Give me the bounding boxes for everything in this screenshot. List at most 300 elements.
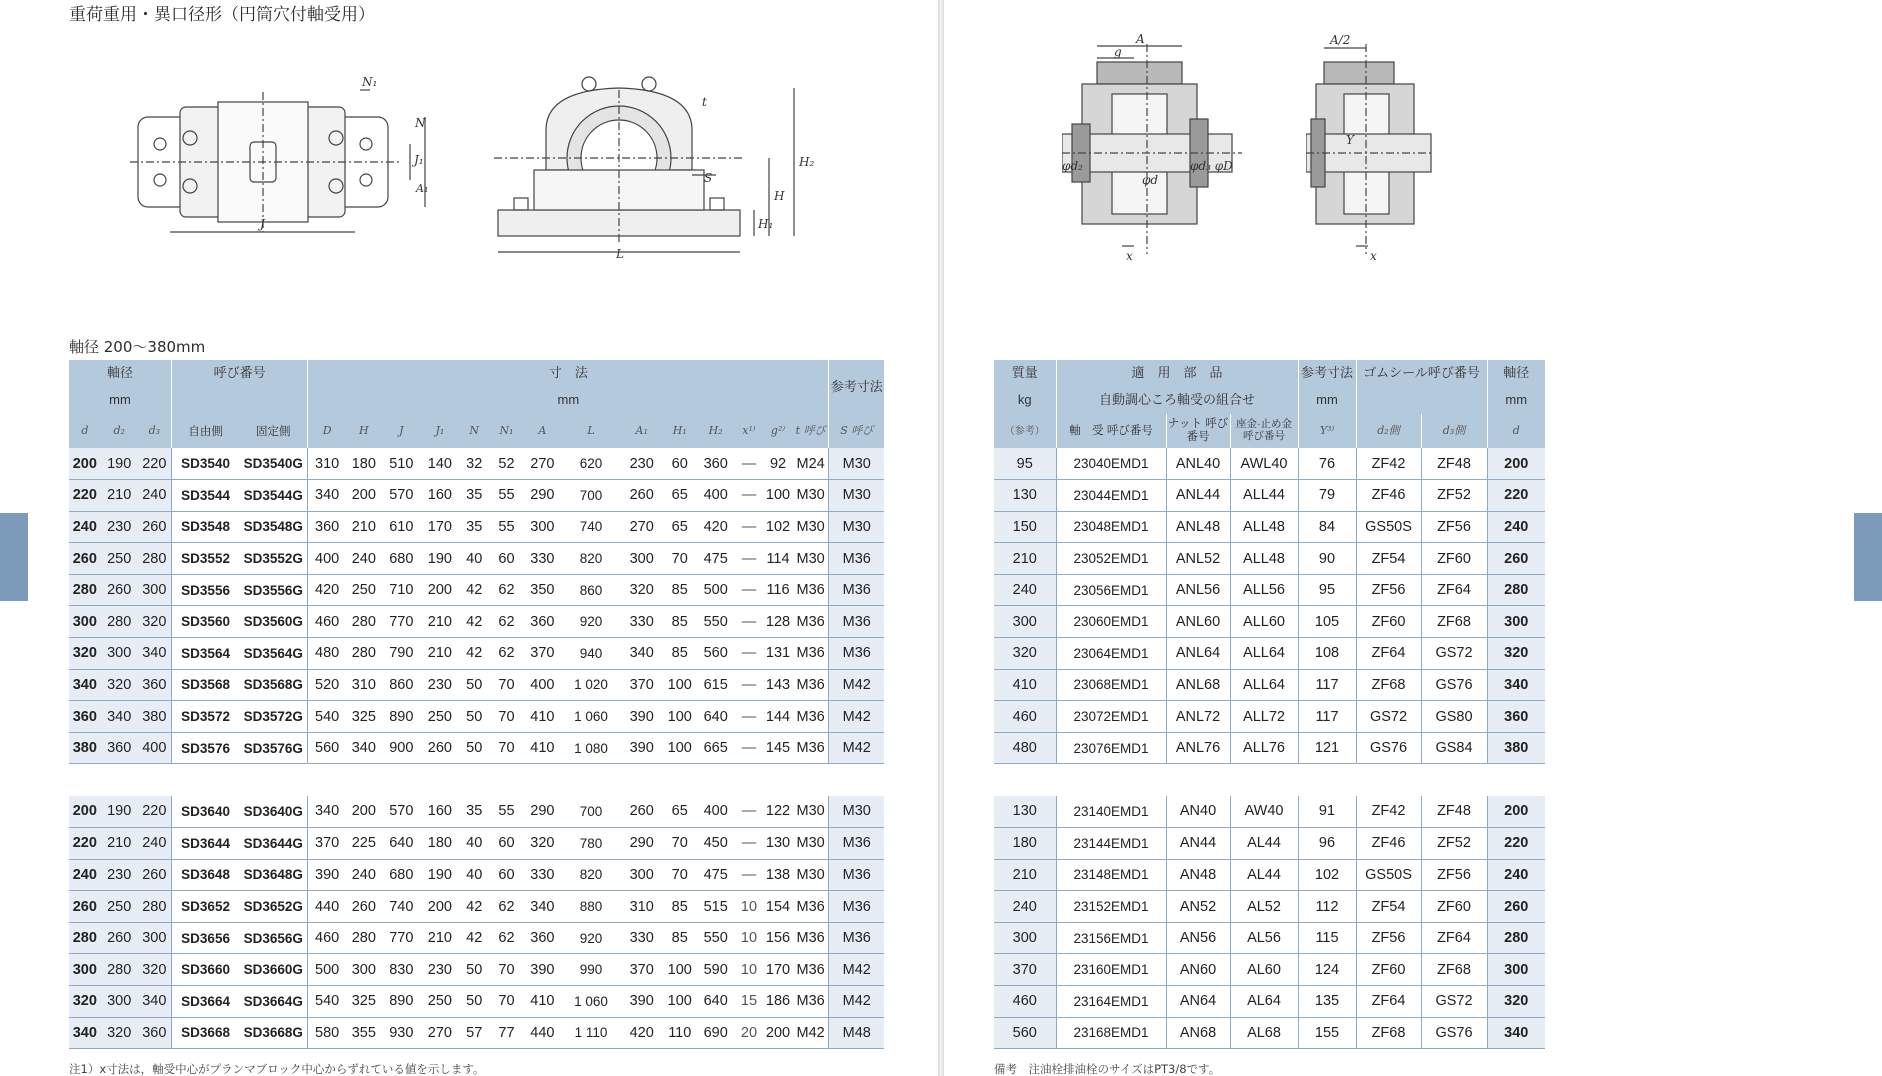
left-sub-header-14: H₁ <box>663 414 697 448</box>
table-cell: 1 020 <box>561 669 620 701</box>
table-cell: 390 <box>621 986 663 1018</box>
table-cell: M42 <box>829 669 884 701</box>
table-cell: 390 <box>621 701 663 733</box>
table-cell: ZF68 <box>1356 669 1421 701</box>
table-cell: 62 <box>490 638 524 670</box>
table-cell: 360 <box>138 669 172 701</box>
table-cell: 190 <box>101 796 138 828</box>
table-cell: 380 <box>1487 732 1545 764</box>
table-cell: 32 <box>459 448 490 480</box>
table-cell: — <box>735 574 764 606</box>
table-cell: ZF60 <box>1421 543 1487 575</box>
table-cell: 70 <box>663 543 697 575</box>
svg-text:t: t <box>702 95 707 109</box>
table-cell: M48 <box>829 1017 884 1049</box>
table-row <box>69 701 884 733</box>
table-cell: GS72 <box>1421 986 1487 1018</box>
table-cell: 270 <box>421 1017 459 1049</box>
table-cell: 210 <box>994 859 1056 891</box>
table-cell: AN52 <box>1166 891 1230 923</box>
table-cell: 320 <box>138 954 172 986</box>
table-cell: 60 <box>490 828 524 860</box>
table-row <box>994 606 1545 638</box>
table-cell: — <box>735 701 764 733</box>
left-sub-header-4: 固定側 <box>239 414 308 448</box>
group-gap <box>994 764 1545 796</box>
table-cell: AWL40 <box>1230 448 1298 480</box>
table-cell: 580 <box>308 1017 346 1049</box>
table-cell: 65 <box>663 480 697 512</box>
header-mass: 質量 <box>994 360 1056 387</box>
table-cell: 50 <box>459 701 490 733</box>
header-mass-unit: kg <box>994 387 1056 414</box>
svg-text:A: A <box>1136 34 1145 46</box>
table-cell: M36 <box>793 574 829 606</box>
table-cell: 830 <box>382 954 421 986</box>
table-row <box>994 480 1545 512</box>
table-cell: 440 <box>308 891 346 923</box>
table-cell: 370 <box>621 669 663 701</box>
table-cell: 300 <box>138 574 172 606</box>
table-cell: 260 <box>346 891 382 923</box>
table-cell: 105 <box>1298 606 1356 638</box>
table-cell: SD3556G <box>239 574 308 606</box>
table-cell: 550 <box>697 922 735 954</box>
header-washer-call: 座金·止め金 呼び番号 <box>1230 414 1298 448</box>
table-cell: ZF54 <box>1356 543 1421 575</box>
left-sub-header-0: d <box>69 414 101 448</box>
table-cell: 860 <box>561 574 620 606</box>
svg-text:g: g <box>1114 45 1122 59</box>
table-cell: 210 <box>101 480 138 512</box>
header-bearing-combo: 自動調心ころ軸受の組合せ <box>1056 387 1298 414</box>
table-cell: 320 <box>994 638 1056 670</box>
table-cell: 340 <box>346 732 382 764</box>
table-cell: ANL56 <box>1166 574 1230 606</box>
table-cell: 122 <box>763 796 793 828</box>
table-cell: 640 <box>697 986 735 1018</box>
table-cell: 920 <box>561 606 620 638</box>
table-cell: 920 <box>561 922 620 954</box>
table-cell: 790 <box>382 638 421 670</box>
table-cell: ZF60 <box>1356 954 1421 986</box>
table-cell: SD3576 <box>172 732 240 764</box>
table-cell: 360 <box>308 511 346 543</box>
table-cell: 23056EMD1 <box>1056 574 1166 606</box>
table-cell: 35 <box>459 480 490 512</box>
table-cell: 60 <box>663 448 697 480</box>
table-cell: 62 <box>490 922 524 954</box>
left-page <box>0 0 938 1076</box>
table-cell: 240 <box>1487 511 1545 543</box>
table-cell: M42 <box>793 1017 829 1049</box>
left-sub-header-3: 自由側 <box>172 414 240 448</box>
table-cell: 340 <box>621 638 663 670</box>
table-cell: AN64 <box>1166 986 1230 1018</box>
table-cell: 820 <box>561 859 620 891</box>
table-cell: 170 <box>421 511 459 543</box>
table-cell: 930 <box>382 1017 421 1049</box>
table-cell: 190 <box>421 859 459 891</box>
table-cell: GS72 <box>1421 638 1487 670</box>
table-cell: 900 <box>382 732 421 764</box>
table-cell: — <box>735 859 764 891</box>
table-cell: ZF60 <box>1356 606 1421 638</box>
table-cell: 210 <box>346 511 382 543</box>
table-cell: 380 <box>69 732 101 764</box>
table-cell: 280 <box>69 922 101 954</box>
table-cell: SD3548G <box>239 511 308 543</box>
table-row <box>69 669 884 701</box>
table-cell: 65 <box>663 511 697 543</box>
table-cell: 70 <box>663 859 697 891</box>
table-cell: M36 <box>793 891 829 923</box>
table-cell: 85 <box>663 891 697 923</box>
table-cell: AN48 <box>1166 859 1230 891</box>
table-cell: 50 <box>459 669 490 701</box>
table-cell: 860 <box>382 669 421 701</box>
table-cell: 220 <box>69 480 101 512</box>
table-cell: ZF56 <box>1421 859 1487 891</box>
header-bearing-call: 軸 受 呼び番号 <box>1056 414 1166 448</box>
table-cell: 280 <box>346 638 382 670</box>
table-cell: 300 <box>621 859 663 891</box>
table-cell: 340 <box>138 638 172 670</box>
table-cell: 380 <box>138 701 172 733</box>
table-cell: 560 <box>308 732 346 764</box>
table-cell: 320 <box>69 638 101 670</box>
table-cell: GS76 <box>1421 1017 1487 1049</box>
table-cell: ZF42 <box>1356 796 1421 828</box>
table-cell: 23044EMD1 <box>1056 480 1166 512</box>
table-cell: GS50S <box>1356 859 1421 891</box>
table-cell: M42 <box>829 732 884 764</box>
table-cell: 310 <box>621 891 663 923</box>
table-cell: 220 <box>69 828 101 860</box>
table-cell: GS76 <box>1356 732 1421 764</box>
table-cell: 23072EMD1 <box>1056 701 1166 733</box>
table-cell: 1 080 <box>561 732 620 764</box>
table-cell: 210 <box>421 638 459 670</box>
left-sub-header-19: S 呼び <box>829 414 884 448</box>
top-view-drawing <box>130 72 430 242</box>
table-cell: 500 <box>697 574 735 606</box>
table-row <box>994 922 1545 954</box>
table-cell: 200 <box>1487 448 1545 480</box>
table-cell: 570 <box>382 796 421 828</box>
table-cell: 390 <box>621 732 663 764</box>
table-cell: SD3568 <box>172 669 240 701</box>
table-cell: 250 <box>421 986 459 1018</box>
table-cell: 360 <box>697 448 735 480</box>
table-cell: 480 <box>308 638 346 670</box>
header-sub-row <box>69 414 884 448</box>
table-cell: 360 <box>523 606 561 638</box>
table-cell: 200 <box>69 448 101 480</box>
table-cell: 240 <box>994 891 1056 923</box>
table-cell: 100 <box>663 732 697 764</box>
table-cell: 220 <box>138 796 172 828</box>
table-cell: 310 <box>308 448 346 480</box>
table-cell: SD3660 <box>172 954 240 986</box>
svg-text:φd₃ φD: φd₃ φD <box>1190 159 1233 173</box>
left-sub-header-17: g²⁾ <box>763 414 793 448</box>
table-cell: 60 <box>490 859 524 891</box>
table-cell: 260 <box>69 543 101 575</box>
table-row <box>69 796 884 828</box>
table-row <box>994 574 1545 606</box>
table-cell: ALL64 <box>1230 669 1298 701</box>
table-cell: ANL60 <box>1166 606 1230 638</box>
header-reference: 参考寸法 <box>829 360 884 414</box>
table-cell: 260 <box>1487 891 1545 923</box>
table-cell: 615 <box>697 669 735 701</box>
table-cell: 250 <box>101 543 138 575</box>
table-cell: 340 <box>1487 1017 1545 1049</box>
table-cell: M36 <box>793 922 829 954</box>
table-cell: M36 <box>829 859 884 891</box>
table-cell: 10 <box>735 922 764 954</box>
table-cell: ZF46 <box>1356 480 1421 512</box>
table-cell: 460 <box>308 606 346 638</box>
table-cell: 62 <box>490 574 524 606</box>
table-cell: 560 <box>994 1017 1056 1049</box>
table-cell: 300 <box>69 954 101 986</box>
group-gap <box>69 764 884 796</box>
table-cell: 690 <box>697 1017 735 1049</box>
table-cell: 370 <box>621 954 663 986</box>
table-cell: 290 <box>621 828 663 860</box>
table-cell: 280 <box>346 606 382 638</box>
table-cell: 240 <box>1487 859 1545 891</box>
table-cell: ANL40 <box>1166 448 1230 480</box>
table-cell: ANL52 <box>1166 543 1230 575</box>
table-cell: 770 <box>382 922 421 954</box>
table-cell: 320 <box>1487 638 1545 670</box>
table-row <box>69 732 884 764</box>
table-cell: SD3552 <box>172 543 240 575</box>
table-row <box>994 954 1545 986</box>
table-cell: 190 <box>101 448 138 480</box>
table-cell: M36 <box>829 574 884 606</box>
svg-text:L: L <box>616 247 624 260</box>
table-cell: 240 <box>69 859 101 891</box>
table-cell: SD3564 <box>172 638 240 670</box>
table-cell: — <box>735 828 764 860</box>
table-cell: 570 <box>382 480 421 512</box>
table-cell: 640 <box>697 701 735 733</box>
left-sub-header-7: J <box>382 414 421 448</box>
table-cell: 300 <box>138 922 172 954</box>
header-seal: ゴムシール呼び番号 <box>1356 360 1487 387</box>
table-cell: ZF56 <box>1356 922 1421 954</box>
table-cell: 130 <box>994 796 1056 828</box>
table-cell: 124 <box>1298 954 1356 986</box>
table-cell: 360 <box>69 701 101 733</box>
svg-text:N₁: N₁ <box>362 75 378 89</box>
table-cell: GS76 <box>1421 669 1487 701</box>
table-cell: GS84 <box>1421 732 1487 764</box>
table-cell: M42 <box>829 701 884 733</box>
table-cell: ANL64 <box>1166 638 1230 670</box>
table-row <box>994 448 1545 480</box>
table-cell: SD3568G <box>239 669 308 701</box>
table-cell: M30 <box>793 543 829 575</box>
table-cell: SD3572 <box>172 701 240 733</box>
table-cell: 220 <box>1487 480 1545 512</box>
table-cell: 770 <box>382 606 421 638</box>
table-cell: AN56 <box>1166 922 1230 954</box>
table-cell: 110 <box>663 1017 697 1049</box>
table-cell: 320 <box>1487 986 1545 1018</box>
table-cell: 131 <box>763 638 793 670</box>
table-cell: 330 <box>621 922 663 954</box>
table-cell: 740 <box>382 891 421 923</box>
table-cell: 300 <box>101 638 138 670</box>
table-cell: ZF54 <box>1356 891 1421 923</box>
table-cell: 300 <box>621 543 663 575</box>
table-cell: 121 <box>1298 732 1356 764</box>
table-cell: 360 <box>523 922 561 954</box>
table-cell: 325 <box>346 986 382 1018</box>
left-sub-header-13: A₁ <box>621 414 663 448</box>
table-cell: 360 <box>101 732 138 764</box>
header-call-blank <box>172 387 308 414</box>
table-cell: 330 <box>523 859 561 891</box>
table-cell: 130 <box>763 828 793 860</box>
table-cell: 23144EMD1 <box>1056 828 1166 860</box>
table-cell: 560 <box>697 638 735 670</box>
section-index-tab-right <box>1854 513 1882 601</box>
section-index-tab <box>0 513 28 601</box>
svg-text:J₁: J₁ <box>414 153 424 167</box>
table-cell: 154 <box>763 891 793 923</box>
table-cell: ALL64 <box>1230 638 1298 670</box>
table-cell: ALL60 <box>1230 606 1298 638</box>
table-cell: — <box>735 796 764 828</box>
table-cell: ZF68 <box>1421 606 1487 638</box>
table-cell: 340 <box>308 796 346 828</box>
table-cell: 510 <box>382 448 421 480</box>
svg-text:x: x <box>1126 249 1133 263</box>
header-ref-unit: mm <box>1298 387 1356 414</box>
table-cell: 85 <box>663 922 697 954</box>
table-cell: 300 <box>994 922 1056 954</box>
table-cell: 95 <box>1298 574 1356 606</box>
table-cell: 23164EMD1 <box>1056 986 1166 1018</box>
table-cell: 260 <box>621 480 663 512</box>
table-cell: 680 <box>382 543 421 575</box>
table-row <box>69 480 884 512</box>
header-seal-d3: d₃側 <box>1421 414 1487 448</box>
table-cell: 85 <box>663 574 697 606</box>
table-cell: 135 <box>1298 986 1356 1018</box>
table-cell: — <box>735 732 764 764</box>
table-cell: 340 <box>138 986 172 1018</box>
table-row <box>994 638 1545 670</box>
svg-text:H: H <box>774 189 785 203</box>
header-seal-blank <box>1356 387 1487 414</box>
table-row <box>69 606 884 638</box>
table-cell: AN68 <box>1166 1017 1230 1049</box>
header-ref-sub: Y³⁾ <box>1298 414 1356 448</box>
table-cell: 340 <box>101 701 138 733</box>
table-cell: 200 <box>421 891 459 923</box>
header-dim-unit: mm <box>308 387 829 414</box>
page-title: 重荷重用・異口径形（円筒穴付軸受用） <box>69 5 375 25</box>
table-cell: 180 <box>346 448 382 480</box>
table-cell: SD3656G <box>239 922 308 954</box>
shaft-range-label: 軸径 200〜380mm <box>69 338 206 356</box>
table-cell: 42 <box>459 606 490 638</box>
table-cell: 640 <box>382 828 421 860</box>
table-cell: 540 <box>308 986 346 1018</box>
table-cell: 320 <box>69 986 101 1018</box>
table-row <box>69 1017 884 1049</box>
left-dimension-table <box>69 360 884 1049</box>
table-cell: M30 <box>829 480 884 512</box>
table-cell: 410 <box>523 701 561 733</box>
svg-text:J: J <box>260 217 265 231</box>
table-cell: 355 <box>346 1017 382 1049</box>
table-cell: 92 <box>763 448 793 480</box>
table-cell: 780 <box>561 828 620 860</box>
table-cell: 420 <box>697 511 735 543</box>
table-row <box>69 954 884 986</box>
table-row <box>994 1017 1545 1049</box>
table-row <box>69 828 884 860</box>
table-cell: ANL44 <box>1166 480 1230 512</box>
table-cell: 1 060 <box>561 701 620 733</box>
table-cell: SD3664G <box>239 986 308 1018</box>
table-cell: M30 <box>793 480 829 512</box>
table-cell: 96 <box>1298 828 1356 860</box>
table-cell: 540 <box>308 701 346 733</box>
table-cell: 890 <box>382 701 421 733</box>
table-cell: 52 <box>490 448 524 480</box>
table-cell: 115 <box>1298 922 1356 954</box>
svg-text:N: N <box>415 116 426 130</box>
table-cell: 23156EMD1 <box>1056 922 1166 954</box>
table-cell: 400 <box>697 796 735 828</box>
table-cell: 240 <box>346 859 382 891</box>
table-cell: 340 <box>523 891 561 923</box>
table-cell: ALL48 <box>1230 543 1298 575</box>
table-cell: 700 <box>561 480 620 512</box>
header-call-number: 呼び番号 <box>172 360 308 387</box>
table-row <box>69 511 884 543</box>
table-cell: 250 <box>101 891 138 923</box>
left-sub-header-18: t 呼び <box>793 414 829 448</box>
table-cell: 1 060 <box>561 986 620 1018</box>
svg-text:H₂: H₂ <box>799 155 815 169</box>
header-ref-dim: 参考寸法 <box>1298 360 1356 387</box>
table-cell: 240 <box>138 480 172 512</box>
table-cell: 280 <box>346 922 382 954</box>
table-cell: GS72 <box>1356 701 1421 733</box>
table-cell: 10 <box>735 954 764 986</box>
table-cell: SD3640G <box>239 796 308 828</box>
table-cell: 186 <box>763 986 793 1018</box>
table-cell: 270 <box>523 448 561 480</box>
table-cell: SD3564G <box>239 638 308 670</box>
table-cell: M30 <box>793 828 829 860</box>
table-cell: 1 110 <box>561 1017 620 1049</box>
table-cell: AL44 <box>1230 828 1298 860</box>
table-cell: — <box>735 511 764 543</box>
table-cell: ZF64 <box>1356 638 1421 670</box>
table-row <box>994 891 1545 923</box>
